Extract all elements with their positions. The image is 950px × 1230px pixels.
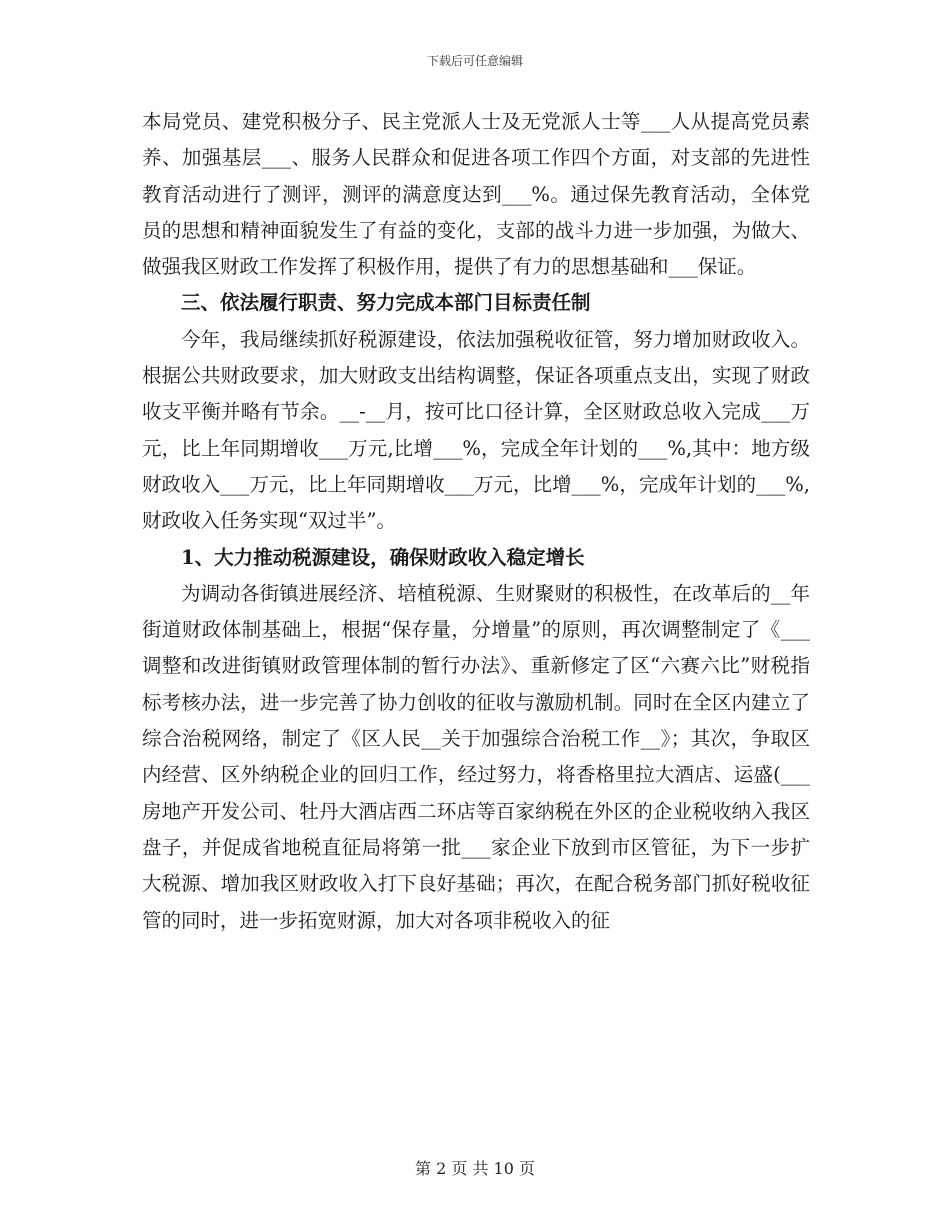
subsection-heading-1: 1、大力推动税源建设，确保财政收入稳定增长 xyxy=(181,545,585,569)
page-footer: 第 2 页 共 10 页 xyxy=(415,1159,535,1178)
paragraph-1: 本局党员、建党积极分子、民主党派人士及无党派人士等___人从提高党员素养、加强基层___、服务人民群众和促进各项工作四个方面，对支部的先进性教育活动进行了测评，测评的满意度达到___%。通过保先教育活动，全体党员的思想和精神面貌发生了有益的变化，支部的战斗力进一步加强，为做大、做强我区财政工作发挥了积极作用，提供了有力的思想基础和___保证。 xyxy=(142,110,810,279)
paragraph-3: 为调动各街镇进展经济、培植税源、生财聚财的积极性，在改革后的__年街道财政体制基础上，根据“保存量，分增量”的原则，再次调整制定了《___调整和改进街镇财政管理体制的暂行办法》、重新修定了区“六赛六比”财税指标考核办法，进一步完善了协力创收的征收与激励机制。同时在全区内建立了综合治税网络，制定了《区人民__关于加强综合治税工作__》；其次，争取区内经营、区外纳税企业的回归工作，经过努力，将香格里拉大酒店、运盛(___房地产开发公司、牡丹大酒店西二环店等百家纳税在外区的企业税收纳入我区盘子，并促成省地税直征局将第一批___家企业下放到市区管征，为下一步扩大税源、增加我区财政收入打下良好基础；再次，在配合税务部门抓好税收征管的同时，进一步拓宽财源，加大对各项非税收入的征 xyxy=(142,581,810,932)
paragraph-2: 今年，我局继续抓好税源建设，依法加强税收征管，努力增加财政收入。根据公共财政要求，加大财政支出结构调整，保证各项重点支出，实现了财政收支平衡并略有节余。__-__月，按可比口径计算，全区财政总收入完成___万元，比上年同期增收___万元,比增___%，完成全年计划的___%,其中：地方级财政收入___万元，比上年同期增收___万元，比增___%，完成年计划的___%,财政收入任务实现“双过半”。 xyxy=(142,327,810,533)
document-body xyxy=(142,104,810,939)
section-heading-3: 三、依法履行职责、努力完成本部门目标责任制 xyxy=(181,291,591,315)
page-header: 下载后可任意编辑 xyxy=(426,54,523,68)
